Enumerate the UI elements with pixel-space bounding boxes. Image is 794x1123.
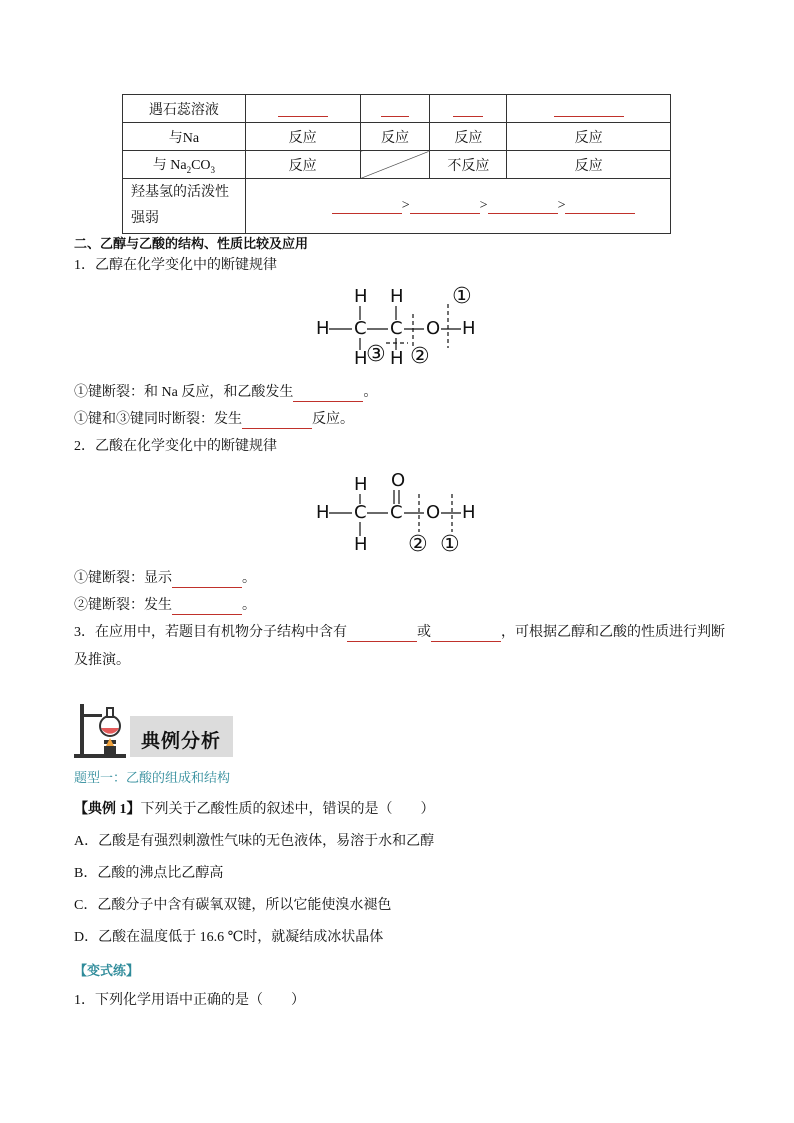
text-line: ①键和③键同时断裂：发生 反应。 [74, 412, 354, 427]
table-cell: 不反应 [430, 151, 507, 179]
row-label: 羟基氢的活泼性 强弱 [123, 179, 246, 234]
answer-blank[interactable] [242, 414, 312, 429]
table-row [123, 151, 671, 179]
section-title: 二、乙醇与乙酸的结构、性质比较及应用 [74, 237, 309, 252]
ethanol-bonds [316, 286, 516, 370]
text-line: ①键断裂：和 Na 反应，和乙酸发生 。 [74, 385, 378, 400]
option-c[interactable]: C．乙酸分子中含有碳氧双键，所以它能使溴水褪色 [74, 898, 392, 913]
answer-blank[interactable] [431, 627, 501, 642]
answer-blank[interactable] [554, 102, 624, 117]
answer-blank[interactable] [293, 387, 363, 402]
banner-title: 典例分析 [141, 731, 222, 752]
activity-order-cell: > > > [245, 179, 670, 234]
option-a[interactable]: A．乙酸是有强烈刺激性气味的无色液体，易溶于水和乙醇 [74, 834, 435, 849]
answer-blank[interactable] [278, 102, 328, 117]
question-type-heading: 题型一：乙酸的组成和结构 [74, 770, 231, 785]
question-1: 1．下列化学用语中正确的是（ ） [74, 993, 305, 1008]
answer-blank[interactable] [453, 102, 483, 117]
acetic-acid-bonds [316, 470, 516, 558]
bond-2-label: ② [410, 344, 430, 369]
answer-blank[interactable] [332, 199, 402, 214]
table-row [123, 123, 671, 151]
table-cell: 反应 [245, 151, 360, 179]
table-cell: 反应 [507, 123, 671, 151]
diagonal-cell [360, 151, 430, 179]
option-d[interactable]: D．乙酸在温度低于 16.6 ℃时，就凝结成冰状晶体 [74, 930, 384, 945]
row-label: 与 $Na_2CO_3$ [123, 151, 246, 179]
table-cell: 反应 [507, 151, 671, 179]
item-3-continued: 及推演。 [74, 653, 130, 668]
item-2-heading: 2．乙酸在化学变化中的断键规律 [74, 439, 277, 454]
table-row [123, 179, 671, 234]
answer-blank[interactable] [347, 627, 417, 642]
acetic-acid-structure: H O H C C O H H ② ① [316, 470, 516, 558]
answer-blank[interactable] [565, 199, 635, 214]
item-3: 3．在应用中，若题目有机物分子结构中含有 或 ，可根据乙醇和乙酸的性质进行判断 [74, 625, 725, 640]
table-cell: 反应 [360, 123, 430, 151]
lab-apparatus-icon [74, 700, 130, 760]
table-row [123, 95, 671, 123]
text-line: ①键断裂：显示 。 [74, 571, 256, 586]
answer-blank[interactable] [172, 573, 242, 588]
item-1-heading: 1．乙醇在化学变化中的断键规律 [74, 258, 277, 273]
example-question: 【典例 1】下列关于乙酸性质的叙述中，错误的是（ ） [74, 802, 435, 817]
variant-heading: 【变式练】 [74, 963, 140, 978]
answer-blank[interactable] [488, 199, 558, 214]
answer-blank[interactable] [410, 199, 480, 214]
text-line: ②键断裂：发生 。 [74, 598, 256, 613]
bond-1-label: ① [440, 532, 460, 557]
table-cell: 反应 [430, 123, 507, 151]
row-label: 与Na [123, 123, 246, 151]
ethanol-structure: H H H C C O H H H ① ② ③ [316, 286, 516, 370]
comparison-table [122, 94, 671, 234]
table-cell: 反应 [245, 123, 360, 151]
bond-3-label: ③ [366, 342, 386, 367]
answer-blank[interactable] [381, 102, 409, 117]
row-label: 遇石蕊溶液 [123, 95, 246, 123]
bond-2-label: ② [408, 532, 428, 557]
answer-blank[interactable] [172, 600, 242, 615]
option-b[interactable]: B．乙酸的沸点比乙醇高 [74, 866, 224, 881]
bond-1-label: ① [452, 284, 472, 309]
